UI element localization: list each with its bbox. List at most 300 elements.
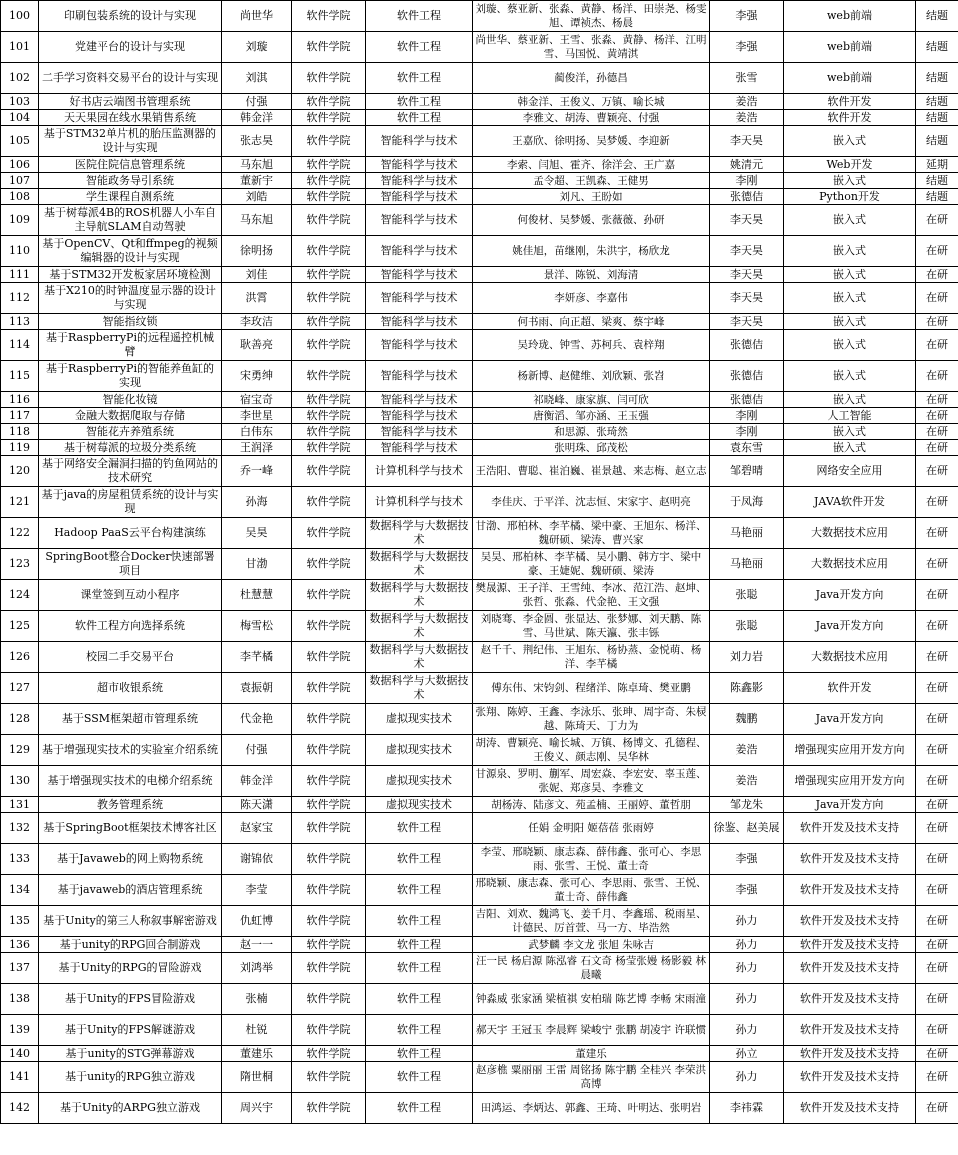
cell-direction: 软件开发及技术支持 — [784, 1093, 916, 1124]
cell-advisor: 李强 — [710, 844, 784, 875]
cell-direction: JAVA软件开发 — [784, 487, 916, 518]
cell-direction: 嵌入式 — [784, 283, 916, 314]
cell-advisor: 李天昊 — [710, 205, 784, 236]
cell-title: 基于javaweb的酒店管理系统 — [39, 875, 222, 906]
table-row — [1, 267, 958, 283]
cell-student: 李莹 — [222, 875, 292, 906]
cell-direction: Java开发方向 — [784, 797, 916, 813]
cell-advisor: 李天昊 — [710, 267, 784, 283]
cell-college: 软件学院 — [292, 1093, 366, 1124]
cell-title: 基于SSM框架超市管理系统 — [39, 704, 222, 735]
cell-college: 软件学院 — [292, 580, 366, 611]
cell-members: 吴昊、邢柏林、李芊橘、吴小鹏、韩方宇、梁中豪、王婕妮、魏研硕、梁涛 — [473, 549, 710, 580]
cell-advisor: 李天昊 — [710, 126, 784, 157]
cell-title: 基于树莓派4B的ROS机器人小车自主导航SLAM自动驾驶 — [39, 205, 222, 236]
cell-advisor: 孙力 — [710, 906, 784, 937]
cell-advisor: 李强 — [710, 32, 784, 63]
table-row — [1, 440, 958, 456]
cell-members: 武梦麟 李文龙 张旭 朱咏吉 — [473, 937, 710, 953]
cell-major: 软件工程 — [366, 984, 473, 1015]
cell-members: 赵千千、荆纪伟、王旭东、杨协蒸、金悦萌、杨洋、李芊橘 — [473, 642, 710, 673]
table-row — [1, 1046, 958, 1062]
cell-status: 结题 — [916, 63, 958, 94]
cell-status: 在研 — [916, 673, 958, 704]
cell-no: 118 — [1, 424, 39, 440]
cell-major: 智能科学与技术 — [366, 236, 473, 267]
cell-major: 软件工程 — [366, 813, 473, 844]
cell-student: 隋世桐 — [222, 1062, 292, 1093]
cell-title: 基于STM32单片机的胎压监测器的设计与实现 — [39, 126, 222, 157]
cell-members: 任娟 金明阳 姬蓓蓓 张雨婷 — [473, 813, 710, 844]
cell-major: 软件工程 — [366, 63, 473, 94]
cell-members: 刘凡、王盼如 — [473, 189, 710, 205]
cell-status: 在研 — [916, 1062, 958, 1093]
table-row — [1, 283, 958, 314]
cell-title: 智能花卉养殖系统 — [39, 424, 222, 440]
cell-college: 软件学院 — [292, 611, 366, 642]
cell-title: SpringBoot整合Docker快速部署项目 — [39, 549, 222, 580]
cell-status: 在研 — [916, 797, 958, 813]
cell-members: 郝天宇 王冠玉 李晨辉 梁峻宁 张鹏 胡凌宇 许联惯 — [473, 1015, 710, 1046]
cell-major: 智能科学与技术 — [366, 424, 473, 440]
cell-college: 软件学院 — [292, 424, 366, 440]
cell-college: 软件学院 — [292, 549, 366, 580]
cell-student: 洪霄 — [222, 283, 292, 314]
cell-direction: 增强现实应用开发方向 — [784, 766, 916, 797]
cell-status: 结题 — [916, 32, 958, 63]
cell-student: 赵家宝 — [222, 813, 292, 844]
cell-members: 傅东伟、宋钧剑、程绪洋、陈卓琦、樊亚鹏 — [473, 673, 710, 704]
cell-no: 105 — [1, 126, 39, 157]
cell-student: 代金艳 — [222, 704, 292, 735]
cell-college: 软件学院 — [292, 236, 366, 267]
table-row — [1, 1093, 958, 1124]
cell-members: 李索、闫旭、霍齐、徐洋会、王广嘉 — [473, 157, 710, 173]
cell-student: 宋勇绅 — [222, 361, 292, 392]
cell-title: 基于增强现实技术的电梯介绍系统 — [39, 766, 222, 797]
cell-major: 智能科学与技术 — [366, 361, 473, 392]
table-row — [1, 704, 958, 735]
cell-college: 软件学院 — [292, 937, 366, 953]
cell-advisor: 孙力 — [710, 984, 784, 1015]
cell-major: 数据科学与大数据技术 — [366, 518, 473, 549]
cell-status: 在研 — [916, 361, 958, 392]
cell-members: 孟令超、王凯森、王健男 — [473, 173, 710, 189]
cell-advisor: 徐鉴、赵美展 — [710, 813, 784, 844]
cell-major: 智能科学与技术 — [366, 173, 473, 189]
cell-status: 在研 — [916, 487, 958, 518]
cell-status: 在研 — [916, 906, 958, 937]
cell-members: 张翔、陈婷、王鑫、李泳乐、张珅、周宇奇、朱棂越、陈琦天、丁力为 — [473, 704, 710, 735]
cell-direction: 嵌入式 — [784, 440, 916, 456]
cell-student: 白伟东 — [222, 424, 292, 440]
cell-members: 刘晓骞、李金圆、张显达、张梦娜、刘天鹏、陈雪、马世斌、陈天瀛、张丰铄 — [473, 611, 710, 642]
cell-status: 在研 — [916, 580, 958, 611]
cell-members: 姚佳旭，苗继刚，朱洪宇，杨欣龙 — [473, 236, 710, 267]
cell-advisor: 马艳丽 — [710, 518, 784, 549]
cell-direction: web前端 — [784, 1, 916, 32]
cell-no: 108 — [1, 189, 39, 205]
cell-title: 智能指纹锁 — [39, 314, 222, 330]
cell-status: 在研 — [916, 844, 958, 875]
cell-title: 软件工程方向选择系统 — [39, 611, 222, 642]
cell-student: 董新宇 — [222, 173, 292, 189]
cell-major: 智能科学与技术 — [366, 283, 473, 314]
cell-members: 吉阳、刘欢、魏鸿飞、姜千月、李鑫瑶、税雨星、计德民、厉首萱、马一方、毕浩然 — [473, 906, 710, 937]
cell-title: 基于unity的RPG回合制游戏 — [39, 937, 222, 953]
cell-student: 李世星 — [222, 408, 292, 424]
table-row — [1, 937, 958, 953]
cell-direction: 软件开发 — [784, 673, 916, 704]
table-row — [1, 953, 958, 984]
cell-major: 智能科学与技术 — [366, 408, 473, 424]
cell-college: 软件学院 — [292, 94, 366, 110]
cell-no: 113 — [1, 314, 39, 330]
table-row — [1, 236, 958, 267]
cell-direction: web前端 — [784, 32, 916, 63]
cell-college: 软件学院 — [292, 456, 366, 487]
cell-members: 胡杨涛、陆彦文、苑孟楠、王丽婷、董哲朋 — [473, 797, 710, 813]
cell-student: 马东旭 — [222, 157, 292, 173]
cell-direction: 软件开发 — [784, 94, 916, 110]
cell-no: 134 — [1, 875, 39, 906]
cell-title: 二手学习资料交易平台的设计与实现 — [39, 63, 222, 94]
cell-title: 基于unity的STG弹幕游戏 — [39, 1046, 222, 1062]
cell-no: 111 — [1, 267, 39, 283]
cell-advisor: 李强 — [710, 1, 784, 32]
cell-members: 何俊材、吴梦媛、张薇薇、孙研 — [473, 205, 710, 236]
cell-student: 宿宝奇 — [222, 392, 292, 408]
cell-direction: 嵌入式 — [784, 392, 916, 408]
cell-major: 数据科学与大数据技术 — [366, 580, 473, 611]
cell-direction: 软件开发 — [784, 110, 916, 126]
cell-direction: Java开发方向 — [784, 611, 916, 642]
cell-no: 135 — [1, 906, 39, 937]
cell-direction: 软件开发及技术支持 — [784, 875, 916, 906]
cell-college: 软件学院 — [292, 110, 366, 126]
cell-major: 计算机科学与技术 — [366, 487, 473, 518]
cell-direction: 软件开发及技术支持 — [784, 937, 916, 953]
cell-title: 基于Unity的RPG的冒险游戏 — [39, 953, 222, 984]
cell-direction: 嵌入式 — [784, 424, 916, 440]
cell-no: 120 — [1, 456, 39, 487]
cell-no: 142 — [1, 1093, 39, 1124]
cell-direction: 嵌入式 — [784, 173, 916, 189]
cell-no: 129 — [1, 735, 39, 766]
cell-college: 软件学院 — [292, 642, 366, 673]
cell-no: 117 — [1, 408, 39, 424]
cell-advisor: 魏鹏 — [710, 704, 784, 735]
cell-status: 在研 — [916, 735, 958, 766]
cell-title: 基于RaspberryPi的远程遥控机械臂 — [39, 330, 222, 361]
cell-direction: 软件开发及技术支持 — [784, 1062, 916, 1093]
cell-major: 软件工程 — [366, 844, 473, 875]
cell-college: 软件学院 — [292, 126, 366, 157]
cell-advisor: 张雪 — [710, 63, 784, 94]
cell-college: 软件学院 — [292, 487, 366, 518]
cell-no: 140 — [1, 1046, 39, 1062]
cell-no: 119 — [1, 440, 39, 456]
cell-status: 在研 — [916, 549, 958, 580]
cell-no: 109 — [1, 205, 39, 236]
cell-status: 结题 — [916, 189, 958, 205]
table-row — [1, 392, 958, 408]
cell-members: 尚世华、蔡亚新、王雪、张淼、黄静、杨洋、江明雪、马国悦、黄靖淇 — [473, 32, 710, 63]
cell-direction: 网络安全应用 — [784, 456, 916, 487]
cell-student: 杜锐 — [222, 1015, 292, 1046]
cell-status: 在研 — [916, 937, 958, 953]
cell-major: 智能科学与技术 — [366, 392, 473, 408]
table-row — [1, 63, 958, 94]
cell-members: 蔺俊洋，孙德昌 — [473, 63, 710, 94]
cell-no: 138 — [1, 984, 39, 1015]
cell-status: 在研 — [916, 456, 958, 487]
table-row — [1, 94, 958, 110]
cell-advisor: 姜浩 — [710, 735, 784, 766]
cell-major: 智能科学与技术 — [366, 126, 473, 157]
cell-direction: 软件开发及技术支持 — [784, 953, 916, 984]
cell-title: 金融大数据爬取与存储 — [39, 408, 222, 424]
table-row — [1, 1062, 958, 1093]
cell-members: 钟淼威 张家涵 梁植祺 安柏瑞 陈艺博 李畅 宋雨潼 — [473, 984, 710, 1015]
cell-advisor: 张德佶 — [710, 330, 784, 361]
cell-direction: Web开发 — [784, 157, 916, 173]
cell-college: 软件学院 — [292, 1015, 366, 1046]
cell-major: 虚拟现实技术 — [366, 704, 473, 735]
cell-student: 尚世华 — [222, 1, 292, 32]
cell-major: 软件工程 — [366, 1046, 473, 1062]
cell-advisor: 邹碧晴 — [710, 456, 784, 487]
table-row — [1, 766, 958, 797]
cell-title: 医院住院信息管理系统 — [39, 157, 222, 173]
cell-college: 软件学院 — [292, 314, 366, 330]
cell-advisor: 于凤海 — [710, 487, 784, 518]
table-row — [1, 580, 958, 611]
cell-major: 数据科学与大数据技术 — [366, 611, 473, 642]
cell-student: 吴昊 — [222, 518, 292, 549]
table-row — [1, 157, 958, 173]
cell-major: 软件工程 — [366, 1, 473, 32]
cell-student: 刘淇 — [222, 63, 292, 94]
cell-status: 在研 — [916, 642, 958, 673]
cell-status: 在研 — [916, 205, 958, 236]
table-row — [1, 642, 958, 673]
cell-advisor: 刘力岩 — [710, 642, 784, 673]
table-row — [1, 424, 958, 440]
cell-status: 在研 — [916, 392, 958, 408]
cell-members: 和思源、张琦然 — [473, 424, 710, 440]
cell-no: 125 — [1, 611, 39, 642]
cell-college: 软件学院 — [292, 875, 366, 906]
cell-members: 王嘉欣、徐明扬、吴梦媛、李迎新 — [473, 126, 710, 157]
cell-members: 韩金洋、王俊义、万镇、喻长城 — [473, 94, 710, 110]
cell-student: 韩金洋 — [222, 766, 292, 797]
cell-title: 基于RaspberryPi的智能养鱼缸的实现 — [39, 361, 222, 392]
cell-college: 软件学院 — [292, 953, 366, 984]
cell-major: 软件工程 — [366, 94, 473, 110]
cell-title: 基于unity的RPG独立游戏 — [39, 1062, 222, 1093]
cell-college: 软件学院 — [292, 205, 366, 236]
cell-members: 邢晓颖、康志森、张可心、李思雨、张雪、王悦、董士奇、薛伟鑫 — [473, 875, 710, 906]
cell-direction: 嵌入式 — [784, 126, 916, 157]
cell-major: 软件工程 — [366, 110, 473, 126]
cell-direction: 嵌入式 — [784, 330, 916, 361]
cell-title: 基于SpringBoot框架技术博客社区 — [39, 813, 222, 844]
cell-major: 智能科学与技术 — [366, 440, 473, 456]
cell-status: 在研 — [916, 330, 958, 361]
cell-title: Hadoop PaaS云平台构建演练 — [39, 518, 222, 549]
cell-student: 韩金洋 — [222, 110, 292, 126]
cell-direction: 软件开发及技术支持 — [784, 906, 916, 937]
cell-title: 印刷包装系统的设计与实现 — [39, 1, 222, 32]
cell-direction: 大数据技术应用 — [784, 518, 916, 549]
cell-advisor: 张德佶 — [710, 361, 784, 392]
cell-title: 智能政务导引系统 — [39, 173, 222, 189]
cell-title: 好书店云端图书管理系统 — [39, 94, 222, 110]
cell-members: 胡涛、曹颖亮、喻长城、万镇、杨博文、孔德程、王俊义、颜志刚、吴华林 — [473, 735, 710, 766]
cell-advisor: 陈鑫影 — [710, 673, 784, 704]
table-row — [1, 1015, 958, 1046]
cell-major: 智能科学与技术 — [366, 189, 473, 205]
cell-members: 何书雨、向正超、梁爽、蔡宇峰 — [473, 314, 710, 330]
cell-title: 基于STM32开发板家居环境检测 — [39, 267, 222, 283]
cell-members: 樊晟源、王子洋、王雪纯、李冰、范江浩、赵坤、张哲、张淼、代金艳、王文强 — [473, 580, 710, 611]
cell-major: 虚拟现实技术 — [366, 766, 473, 797]
cell-status: 在研 — [916, 267, 958, 283]
cell-advisor: 邹龙朱 — [710, 797, 784, 813]
cell-college: 软件学院 — [292, 1, 366, 32]
cell-members: 李莹、邢晓颖、康志森、薛伟鑫、张可心、李思雨、张雪、王悦、董士奇 — [473, 844, 710, 875]
table-row — [1, 875, 958, 906]
cell-direction: web前端 — [784, 63, 916, 94]
cell-college: 软件学院 — [292, 157, 366, 173]
table-body — [1, 1, 958, 1124]
table-row — [1, 797, 958, 813]
cell-status: 在研 — [916, 283, 958, 314]
cell-members: 唐衡滔、邹亦涵、王玉强 — [473, 408, 710, 424]
cell-major: 智能科学与技术 — [366, 314, 473, 330]
cell-no: 102 — [1, 63, 39, 94]
cell-advisor: 李刚 — [710, 424, 784, 440]
cell-advisor: 张聪 — [710, 611, 784, 642]
cell-status: 结题 — [916, 173, 958, 189]
cell-college: 软件学院 — [292, 766, 366, 797]
table-row — [1, 456, 958, 487]
cell-major: 智能科学与技术 — [366, 205, 473, 236]
cell-student: 马东旭 — [222, 205, 292, 236]
cell-advisor: 李刚 — [710, 173, 784, 189]
cell-no: 100 — [1, 1, 39, 32]
table-row — [1, 549, 958, 580]
cell-direction: 嵌入式 — [784, 236, 916, 267]
cell-status: 结题 — [916, 126, 958, 157]
table-row — [1, 32, 958, 63]
cell-college: 软件学院 — [292, 330, 366, 361]
table-row — [1, 126, 958, 157]
cell-status: 在研 — [916, 236, 958, 267]
cell-no: 110 — [1, 236, 39, 267]
cell-title: 智能化妆镜 — [39, 392, 222, 408]
cell-student: 周兴宇 — [222, 1093, 292, 1124]
cell-advisor: 孙力 — [710, 953, 784, 984]
table-row — [1, 673, 958, 704]
cell-no: 122 — [1, 518, 39, 549]
cell-no: 127 — [1, 673, 39, 704]
cell-title: 校园二手交易平台 — [39, 642, 222, 673]
cell-advisor: 孙力 — [710, 937, 784, 953]
cell-status: 在研 — [916, 424, 958, 440]
cell-members: 王浩阳、曹聪、崔泊巍、崔景越、来志梅、赵立志 — [473, 456, 710, 487]
cell-title: 基于网络安全漏洞扫描的钓鱼网站的技术研究 — [39, 456, 222, 487]
cell-student: 李玫洁 — [222, 314, 292, 330]
cell-student: 陈天潇 — [222, 797, 292, 813]
cell-no: 132 — [1, 813, 39, 844]
cell-major: 软件工程 — [366, 1093, 473, 1124]
table-row — [1, 205, 958, 236]
cell-student: 谢锦依 — [222, 844, 292, 875]
cell-major: 软件工程 — [366, 937, 473, 953]
cell-no: 133 — [1, 844, 39, 875]
cell-direction: 大数据技术应用 — [784, 549, 916, 580]
cell-direction: 软件开发及技术支持 — [784, 984, 916, 1015]
cell-college: 软件学院 — [292, 32, 366, 63]
cell-major: 软件工程 — [366, 906, 473, 937]
table-row — [1, 611, 958, 642]
cell-advisor: 姜浩 — [710, 94, 784, 110]
cell-advisor: 李强 — [710, 875, 784, 906]
cell-no: 126 — [1, 642, 39, 673]
cell-status: 在研 — [916, 766, 958, 797]
cell-college: 软件学院 — [292, 361, 366, 392]
cell-college: 软件学院 — [292, 267, 366, 283]
cell-advisor: 马艳丽 — [710, 549, 784, 580]
cell-no: 104 — [1, 110, 39, 126]
cell-college: 软件学院 — [292, 797, 366, 813]
cell-major: 软件工程 — [366, 875, 473, 906]
cell-advisor: 李天昊 — [710, 283, 784, 314]
cell-status: 在研 — [916, 984, 958, 1015]
table-row — [1, 735, 958, 766]
cell-no: 115 — [1, 361, 39, 392]
cell-direction: 软件开发及技术支持 — [784, 1046, 916, 1062]
cell-college: 软件学院 — [292, 173, 366, 189]
cell-members: 李佳庆、于平洋、沈志恒、宋家宇、赵明亮 — [473, 487, 710, 518]
table-row — [1, 518, 958, 549]
cell-direction: 人工智能 — [784, 408, 916, 424]
cell-student: 袁振朝 — [222, 673, 292, 704]
cell-no: 139 — [1, 1015, 39, 1046]
table-row — [1, 189, 958, 205]
cell-major: 智能科学与技术 — [366, 330, 473, 361]
cell-members: 汪一民 杨启源 陈泓睿 石文奇 杨莹张嫚 杨影毅 林晨曦 — [473, 953, 710, 984]
cell-major: 软件工程 — [366, 1015, 473, 1046]
table-row — [1, 361, 958, 392]
cell-student: 赵一一 — [222, 937, 292, 953]
cell-major: 软件工程 — [366, 32, 473, 63]
cell-no: 137 — [1, 953, 39, 984]
cell-student: 甘渤 — [222, 549, 292, 580]
cell-no: 121 — [1, 487, 39, 518]
cell-title: 基于树莓派的垃圾分类系统 — [39, 440, 222, 456]
cell-title: 基于java的房屋租赁系统的设计与实现 — [39, 487, 222, 518]
cell-title: 基于Javaweb的网上购物系统 — [39, 844, 222, 875]
cell-members: 张明珠、邱茂松 — [473, 440, 710, 456]
cell-status: 在研 — [916, 1015, 958, 1046]
cell-direction: 软件开发及技术支持 — [784, 813, 916, 844]
table-row — [1, 813, 958, 844]
cell-direction: 大数据技术应用 — [784, 642, 916, 673]
cell-advisor: 李祎霖 — [710, 1093, 784, 1124]
